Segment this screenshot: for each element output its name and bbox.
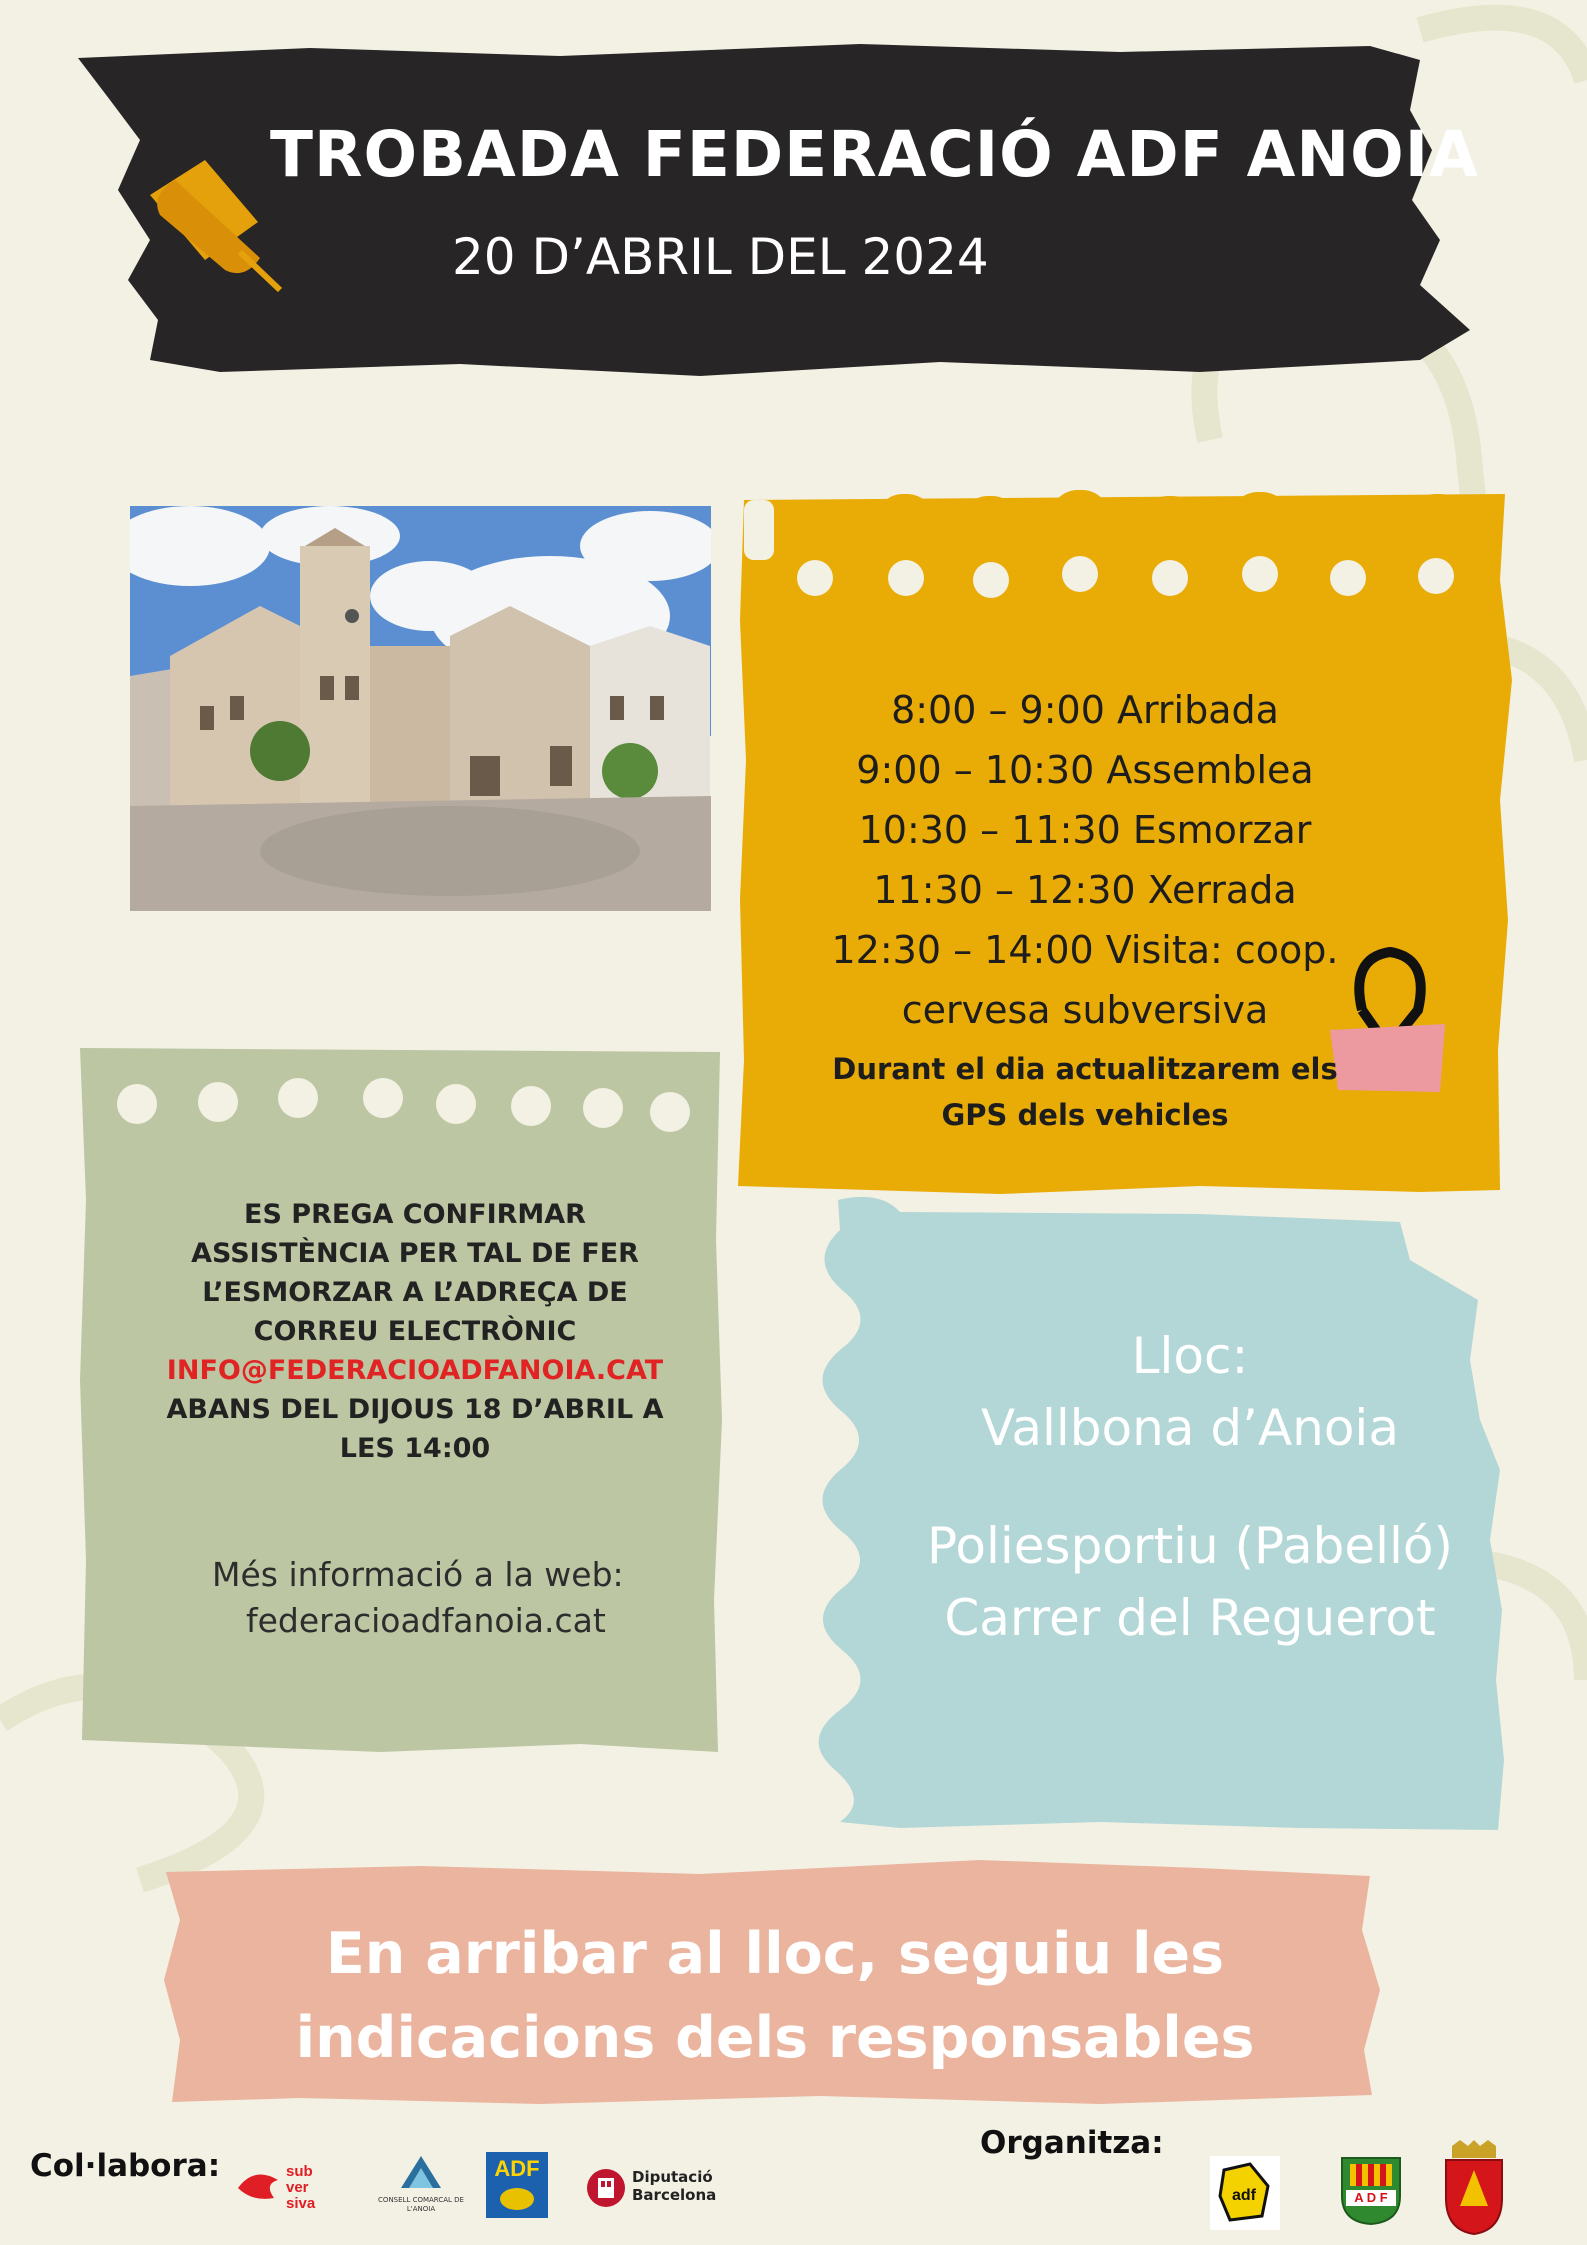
collabora-label: Col·labora: — [30, 2148, 221, 2184]
diputacio-text-1: Diputació — [632, 2168, 713, 2186]
schedule-item: 12:30 – 14:00 Visita: coop. — [831, 928, 1339, 972]
svg-text:adf: adf — [1232, 2187, 1256, 2204]
rsvp-line: L’ESMORZAR A L’ADREÇA DE — [202, 1277, 628, 1308]
banner-line: En arribar al lloc, seguiu les — [325, 1921, 1225, 1987]
adf-logo-text: ADF — [494, 2156, 540, 2181]
instructions-banner — [200, 1912, 1350, 2080]
event-title: TROBADA FEDERACIÓ ADF ANOIA — [270, 118, 1479, 191]
schedule-item: 11:30 – 12:30 Xerrada — [873, 868, 1297, 912]
banner-line: indicacions dels responsables — [295, 2005, 1255, 2071]
schedule-note-line: GPS dels vehicles — [941, 1098, 1229, 1132]
more-info-label: Més informació a la web: — [212, 1555, 624, 1594]
schedule-item: 10:30 – 11:30 Esmorzar — [858, 808, 1312, 852]
diputacio-text-2: Barcelona — [632, 2186, 717, 2204]
header-band — [78, 44, 1479, 376]
location-venue: Poliesportiu (Pabelló) — [927, 1517, 1453, 1575]
diputacio-barcelona-logo — [586, 2166, 736, 2216]
town-square-photo — [130, 506, 711, 911]
organitza-label: Organitza: — [980, 2125, 1164, 2161]
adf-shield-logo — [1338, 2152, 1404, 2226]
rsvp-notice — [120, 1195, 710, 1468]
location-label: Lloc: — [1131, 1327, 1249, 1385]
rsvp-email-link[interactable]: INFO@FEDERACIOADFANOIA.CAT — [166, 1355, 664, 1386]
svg-text:sub: sub — [286, 2163, 313, 2180]
schedule-item: cervesa subversiva — [901, 988, 1269, 1032]
more-info — [212, 1552, 712, 1644]
subversiva-logo — [234, 2158, 346, 2214]
event-date: 20 D’ABRIL DEL 2024 — [452, 228, 989, 286]
rsvp-line: ASSISTÈNCIA PER TAL DE FER — [191, 1238, 639, 1269]
svg-text:ver: ver — [286, 2179, 309, 2196]
schedule-item: 9:00 – 10:30 Assemblea — [856, 748, 1314, 792]
consell-comarcal-logo — [366, 2154, 476, 2220]
rsvp-line: ABANS DEL DIJOUS 18 D’ABRIL A — [166, 1394, 664, 1425]
website-link[interactable]: federacioadfanoia.cat — [246, 1601, 606, 1640]
schedule-item: 8:00 – 9:00 Arribada — [891, 688, 1279, 732]
rsvp-line: CORREU ELECTRÒNIC — [253, 1316, 577, 1347]
schedule — [740, 680, 1430, 1138]
svg-text:siva: siva — [286, 2195, 316, 2212]
rsvp-line: LES 14:00 — [339, 1433, 491, 1464]
schedule-note-line: Durant el dia actualitzarem els — [832, 1052, 1338, 1086]
rsvp-line: ES PREGA CONFIRMAR — [244, 1199, 586, 1230]
consell-comarcal-text: CONSELL COMARCAL DE L'ANOIA — [378, 2196, 464, 2213]
adf-vallbona-logo — [1210, 2156, 1280, 2230]
adf-logo — [486, 2152, 548, 2218]
municipal-coat-of-arms-logo — [1438, 2140, 1510, 2236]
adf-shield-text: A D F — [1354, 2190, 1388, 2205]
location-street: Carrer del Reguerot — [944, 1589, 1436, 1647]
location — [840, 1320, 1540, 1654]
location-town: Vallbona d’Anoia — [981, 1399, 1399, 1457]
schedule-note — [740, 1046, 1430, 1138]
